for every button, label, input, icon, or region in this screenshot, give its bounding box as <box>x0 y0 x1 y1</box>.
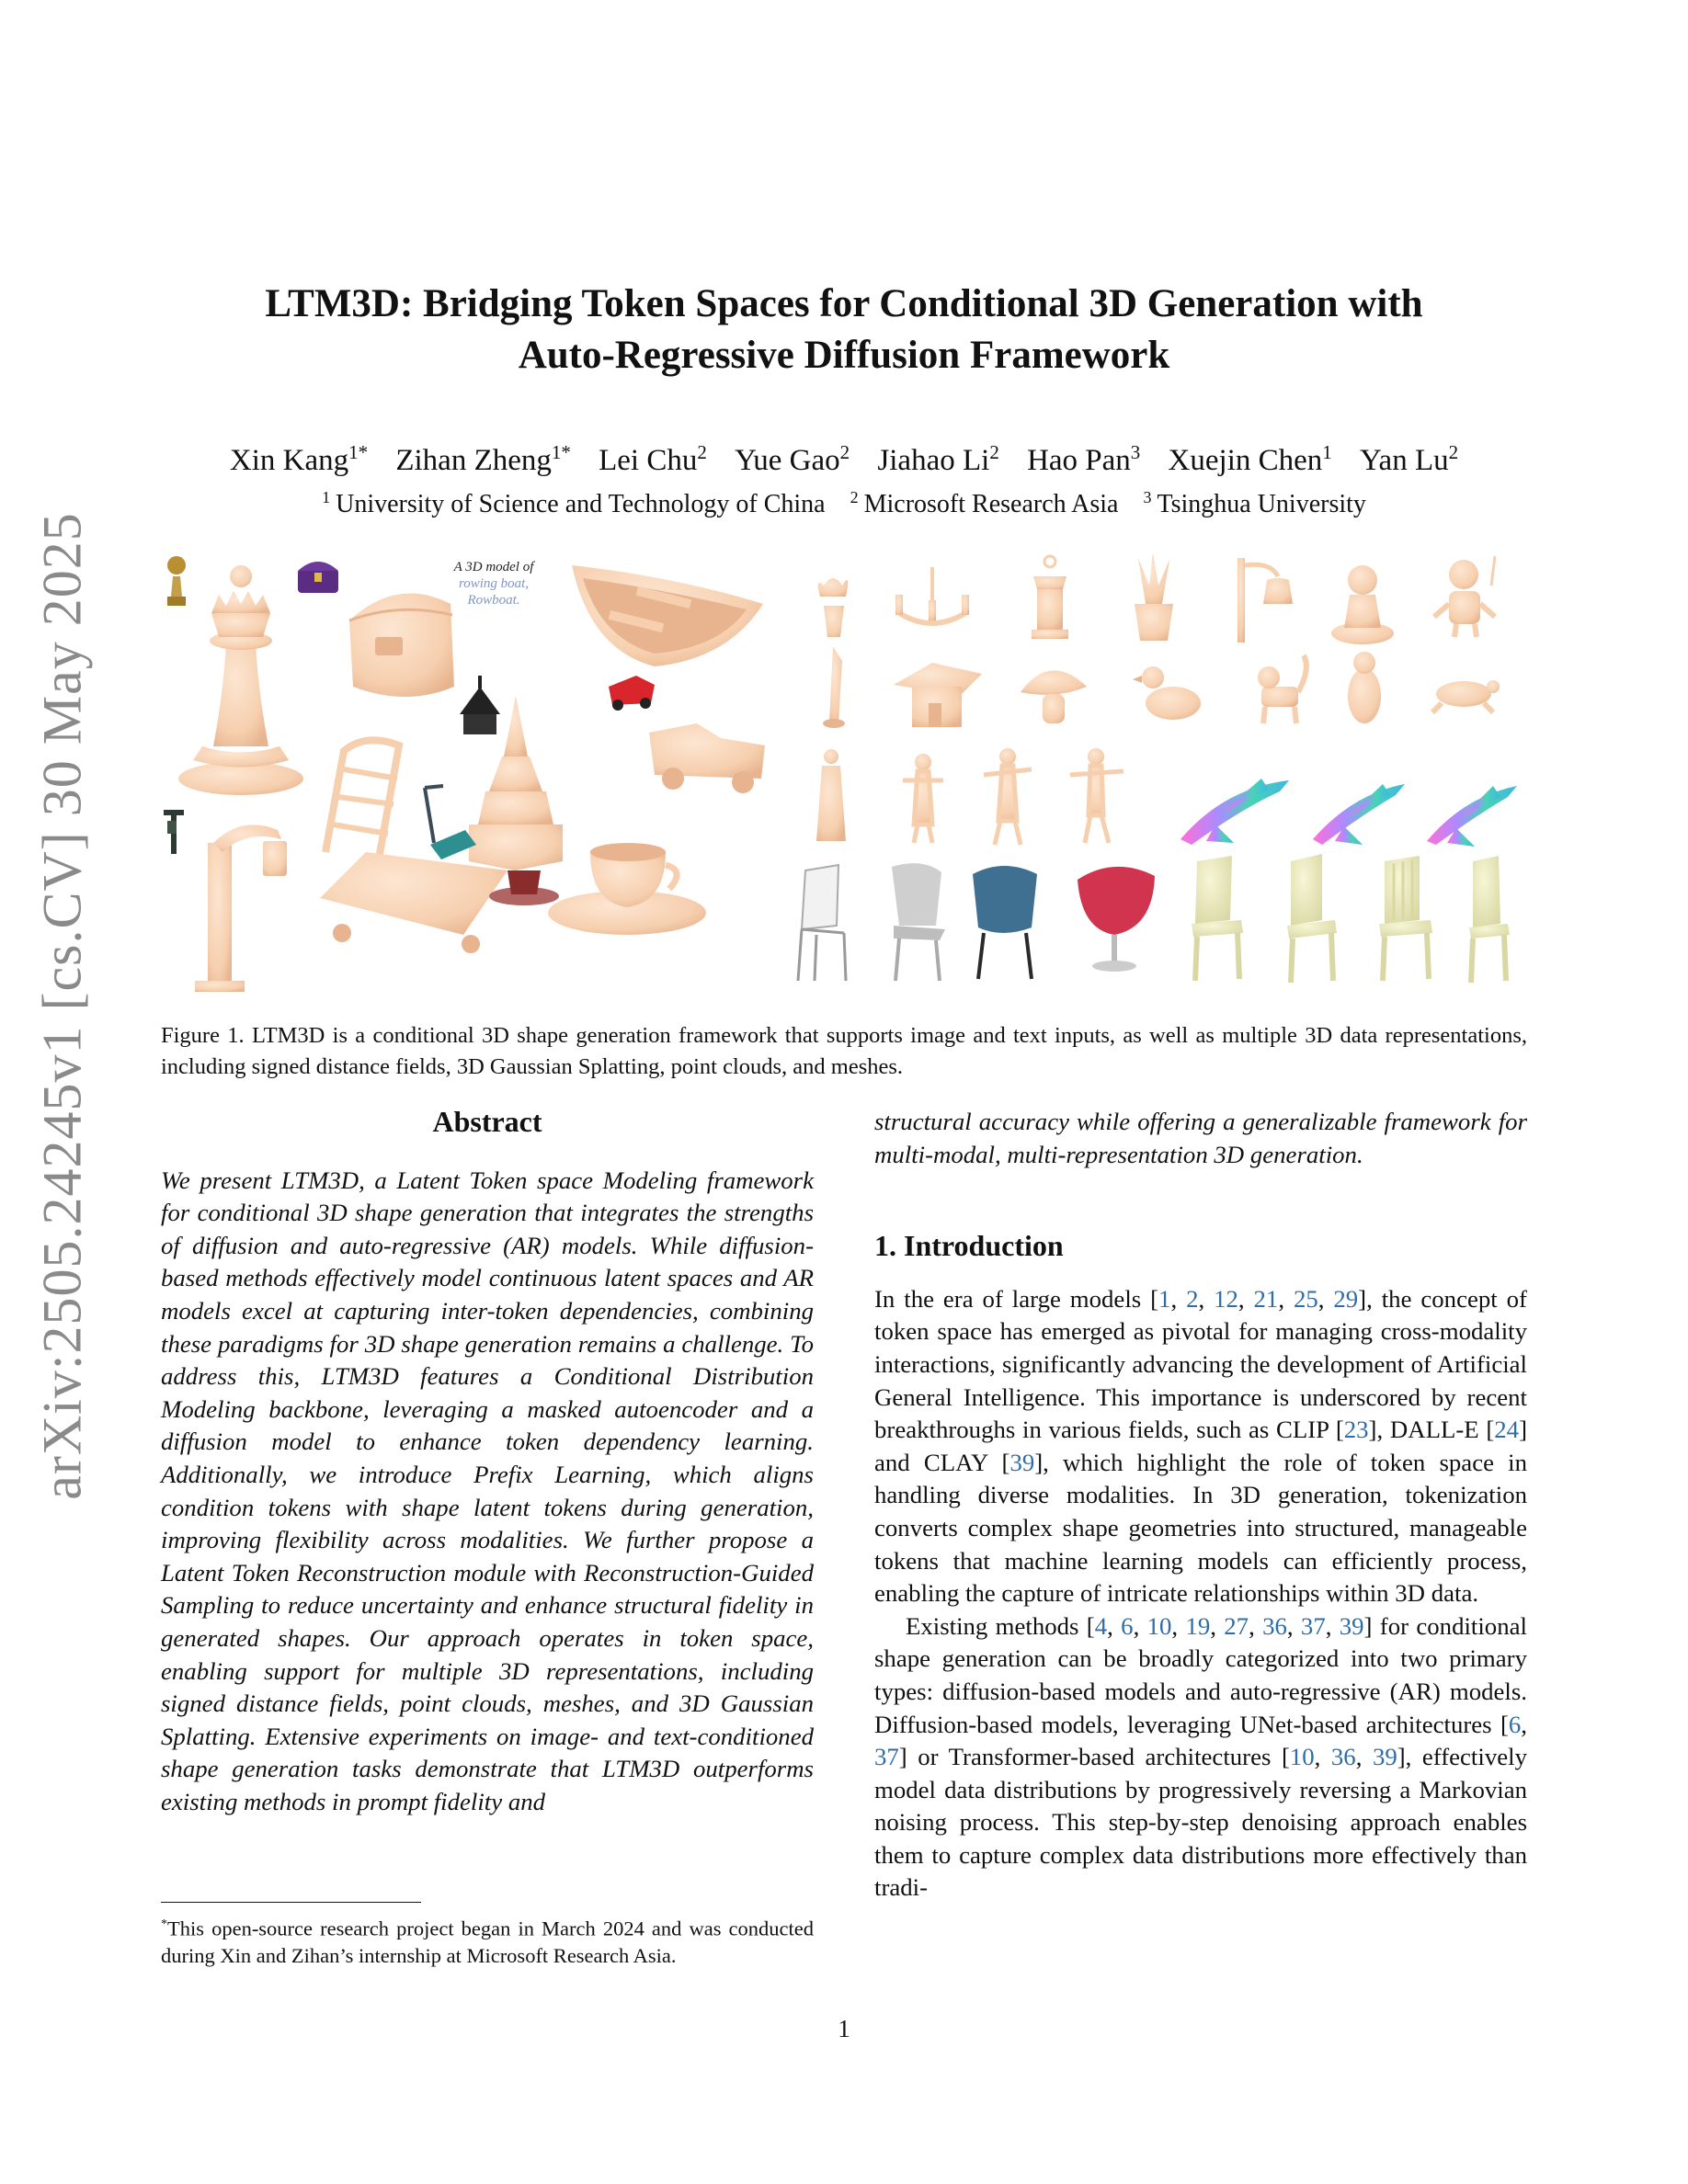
citation-link[interactable]: 37 <box>1300 1611 1326 1640</box>
input-image-chair-outline <box>798 865 846 981</box>
citation-link[interactable]: 19 <box>1185 1611 1211 1640</box>
citation-link[interactable]: 24 <box>1494 1416 1520 1444</box>
citation-link[interactable]: 10 <box>1146 1611 1172 1640</box>
intro-paragraph-1: In the era of large models [1, 2, 12, 21, 25, 29], the concept of token space has emerged as pivotal for managing cross-modality interactions, significantly advancing the development of Artificial General Intelligence. This importance is underscored by recent breakthroughs in various fields, such as CLIP [23], DALL-E [24] and CLAY [39], which highlight the role of token space in handling diverse modalities. In 3D generation, tokenization converts complex shape geometries into structured, manageable tokens that machine learning models can efficiently process, enabling the capture of intricate relationships within 3D data. <box>874 1284 1528 1608</box>
citation-link[interactable]: 6 <box>1121 1611 1134 1640</box>
affiliation: $^1$ University of Science and Technology of China <box>322 488 826 519</box>
generated-mushroom <box>1021 670 1087 723</box>
citation-link[interactable]: 25 <box>1293 1284 1318 1313</box>
generated-chandelier <box>895 567 969 623</box>
citation-link[interactable]: 39 <box>1372 1743 1397 1771</box>
abstract-heading: Abstract <box>432 1105 542 1138</box>
footnote: *This open-source research project began in March 2024 and was conducted during Xin and Zihan’s internship at Microsoft Research Asia. <box>161 1917 814 1967</box>
citation-link[interactable]: 6 <box>1508 1710 1522 1738</box>
citation-link[interactable]: 21 <box>1253 1284 1279 1313</box>
citation-link[interactable]: 12 <box>1214 1284 1238 1313</box>
left-column <box>161 1106 814 1818</box>
generated-chair-4 <box>1469 856 1510 983</box>
generated-chair-3 <box>1379 856 1432 981</box>
generated-plant-pot <box>818 578 849 637</box>
title-line-1: LTM3D: Bridging Token Spaces for Conditional 3D Generation with <box>265 282 1423 325</box>
generated-statue <box>816 749 846 841</box>
generated-pointcloud-plane-3 <box>1427 786 1517 847</box>
citation-link[interactable]: 39 <box>1339 1611 1364 1640</box>
generated-duck <box>1133 666 1201 720</box>
svg-text:rowing boat,: rowing boat, <box>458 576 530 591</box>
input-image-chair-red <box>1078 867 1155 972</box>
author-list <box>161 441 1527 478</box>
citation-link[interactable]: 23 <box>1343 1416 1369 1444</box>
generated-chess-queen <box>178 565 303 795</box>
citation-link[interactable]: 36 <box>1330 1743 1356 1771</box>
input-image-treasure-chest <box>298 562 338 593</box>
generated-pointcloud-plane-1 <box>1180 779 1289 845</box>
citation-link[interactable]: 4 <box>1094 1611 1108 1640</box>
input-image-chair-blue <box>973 866 1037 979</box>
generated-lighthouse <box>823 646 845 728</box>
citation-link[interactable]: 29 <box>1333 1284 1359 1313</box>
affiliation-list <box>161 488 1527 519</box>
input-image-street-lamp <box>164 810 184 854</box>
generated-potted-plant <box>1135 552 1173 641</box>
title-line-2: Auto-Regressive Diffusion Framework <box>518 334 1170 377</box>
citation-link[interactable]: 27 <box>1224 1611 1249 1640</box>
author: Xin Kang$^{1*}$ <box>229 441 369 477</box>
author: Xuejin Chen$^1$ <box>1168 441 1332 477</box>
generated-truck <box>649 723 765 793</box>
figure-caption: Figure 1. LTM3D is a conditional 3D shape generation framework that supports image and text inputs, as well as multiple 3D data representations, including signed distance fields, 3D Gaussian Splatting, point clouds, and meshes. <box>161 1023 1527 1079</box>
right-column <box>874 1106 1527 1905</box>
author: Jiahao Li$^2$ <box>877 441 999 477</box>
author: Hao Pan$^3$ <box>1027 441 1141 477</box>
generated-chair-2 <box>1287 854 1337 983</box>
svg-text:A 3D model of: A 3D model of <box>453 560 534 574</box>
generated-teacup <box>548 843 706 935</box>
generated-robot <box>1434 556 1495 637</box>
generated-chess-pawn <box>1331 565 1394 644</box>
intro-paragraph-2: Existing methods [4, 6, 10, 19, 27, 36, 37, 39] for conditional shape generation can be broadly categorized into two primary types: diffusion-based models and auto-regressive (AR) models. Diffusion-based models, leveraging UNet-based architectures [6, 37] or Transformer-based architectures [10, 36, 39], effectively model data distributions by progressively reversing a Markovian noising process. This step-by-step denoising approach enables them to capture complex data distributions more effectively than tradi- <box>874 1611 1527 1902</box>
generated-chair-1 <box>1192 856 1243 981</box>
generated-house <box>894 663 982 727</box>
generated-figure-2 <box>984 748 1032 845</box>
citation-link[interactable]: 36 <box>1262 1611 1287 1640</box>
citation-link[interactable]: 10 <box>1289 1743 1315 1771</box>
abstract-body: We present LTM3D, a Latent Token space Modeling framework for conditional 3D shape generation that integrates the strengths of diffusion and auto-regressive (AR) models. While diffusion-based methods effectively model continuous latent spaces and AR models excel at capturing inter-token dependencies, combining these paradigms for 3D shape generation remains a challenge. To address this, LTM3D features a Conditional Distribution Modeling backbone, leveraging a masked autoencoder and a diffusion model to enhance token dependency learning. Additionally, we introduce Prefix Learning, which aligns condition tokens with shape latent tokens during generation, improving flexibility across modalities. We further propose a Latent Token Reconstruction module with Reconstruction-Guided Sampling to reduce uncertainty and enhance structural fidelity in generated shapes. Our approach operates in token space, enabling support for multiple 3D representations, including signed distance fields, point clouds, meshes, and 3D Gaussian Splatting. Extensive experiments on image- and text-conditioned shape generation tasks demonstrate that LTM3D outperforms existing methods in prompt fidelity and <box>161 1166 814 1815</box>
citation-link[interactable]: 37 <box>874 1743 899 1771</box>
page-number: 1 <box>838 2015 850 2042</box>
author: Zihan Zheng$^{1*}$ <box>395 441 571 477</box>
generated-street-lamp <box>195 825 287 992</box>
author: Yue Gao$^2$ <box>735 441 850 477</box>
input-image-chess-queen <box>167 556 186 606</box>
generated-penguin <box>1348 652 1381 723</box>
abstract-continuation: structural accuracy while offering a generalizable framework for multi-modal, multi-representation 3D generation. <box>874 1108 1527 1168</box>
generated-turtle <box>1432 680 1500 712</box>
teaser-figure <box>158 549 1528 995</box>
introduction-heading: 1. Introduction <box>874 1229 1064 1263</box>
input-image-chair-gray <box>892 863 945 981</box>
generated-cat <box>1258 655 1306 723</box>
arxiv-stamp: arXiv:2505.24245v1 [cs.CV] 30 May 2025 <box>31 512 93 1500</box>
generated-figure-1 <box>903 754 943 843</box>
input-image-pagoda <box>460 676 500 734</box>
affiliation: $^2$ Microsoft Research Asia <box>850 488 1119 519</box>
author: Yan Lu$^2$ <box>1360 441 1459 477</box>
generated-rowboat <box>572 565 763 666</box>
input-image-red-car <box>609 676 655 711</box>
citation-link[interactable]: 2 <box>1186 1284 1199 1313</box>
generated-pointcloud-plane-2 <box>1313 784 1405 845</box>
affiliation: $^3$ Tsinghua University <box>1143 488 1366 519</box>
generated-treasure-chest <box>349 593 454 697</box>
footnote-rule <box>161 1902 421 1903</box>
generated-lantern <box>1032 556 1068 639</box>
text-prompt <box>453 560 536 608</box>
citation-link[interactable]: 39 <box>1009 1448 1035 1476</box>
citation-link[interactable]: 1 <box>1158 1284 1171 1313</box>
generated-figure-3 <box>1070 748 1123 843</box>
generated-bell-post <box>1237 558 1293 643</box>
input-image-hand-truck <box>425 786 476 859</box>
svg-text:Rowboat.: Rowboat. <box>467 593 520 608</box>
author: Lei Chu$^2$ <box>599 441 707 477</box>
paper-title <box>161 279 1527 381</box>
